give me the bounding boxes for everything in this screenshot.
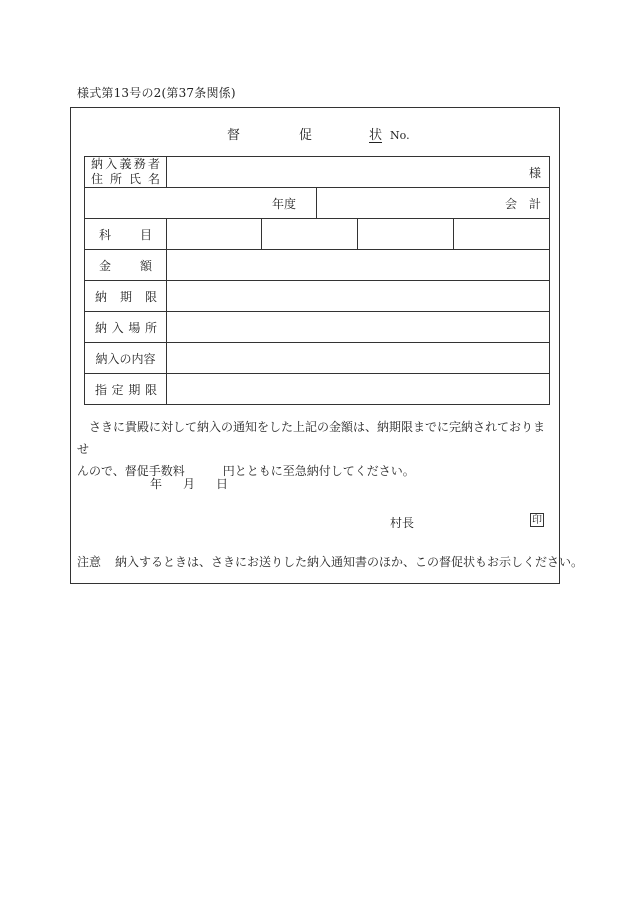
item-cell-4[interactable] — [454, 219, 550, 250]
number-label: No. — [390, 129, 410, 142]
item-cell-3[interactable] — [358, 219, 454, 250]
amount-field[interactable] — [167, 250, 550, 281]
place-label: 納 入 場 所 — [85, 312, 167, 343]
item-row — [85, 219, 550, 250]
fiscal-year-label: 年度 — [271, 196, 296, 211]
item-cell-1[interactable] — [167, 219, 262, 250]
footnote-text: 納入するときは、さきにお送りした納入通知書のほか、この督促状もお示しください。 — [115, 555, 584, 569]
fiscal-row — [85, 188, 550, 219]
payer-row — [85, 157, 550, 188]
item-cell-2[interactable] — [262, 219, 358, 250]
item-label: 科 目 — [85, 219, 167, 250]
footnote-head: 注意 — [77, 555, 102, 569]
form-table — [84, 156, 553, 405]
form-number-caption: 様式第13号の2(第37条関係) — [77, 86, 236, 100]
notice-line-2: んので、督促手数料 円とともに至急納付してください。 — [77, 464, 415, 478]
amount-row — [85, 250, 550, 281]
place-field[interactable] — [167, 312, 550, 343]
date-day: 日 — [216, 477, 229, 491]
date-month: 月 — [183, 477, 196, 491]
seal-mark: 印 — [532, 515, 542, 526]
notice-text — [77, 416, 557, 482]
notice-line-1: さきに貴殿に対して納入の通知をした上記の金額は、納期限までに完納されておりませ — [77, 420, 546, 456]
payer-field[interactable] — [167, 157, 550, 188]
deadline-field[interactable] — [167, 374, 550, 405]
form-title — [227, 124, 410, 143]
content-row — [85, 343, 550, 374]
due-label: 納 期 限 — [85, 281, 167, 312]
deadline-row — [85, 374, 550, 405]
content-label: 納入の内容 — [85, 343, 167, 374]
honorific: 様 — [528, 165, 541, 180]
account-label: 会計 — [504, 196, 553, 211]
place-row — [85, 312, 550, 343]
title-char-1: 督 促 状 — [227, 128, 383, 143]
account-field[interactable] — [317, 188, 553, 219]
issue-date — [150, 475, 249, 492]
footnote — [77, 553, 583, 570]
content-field[interactable] — [167, 343, 550, 374]
payer-label: 納 入 義 務 者 住 所 氏 名 — [85, 157, 167, 188]
deadline-label: 指 定 期 限 — [85, 374, 167, 405]
due-field[interactable] — [167, 281, 550, 312]
date-year: 年 — [150, 477, 163, 491]
amount-label: 金 額 — [85, 250, 167, 281]
fiscal-year-field[interactable] — [85, 188, 317, 219]
signer-title: 村長 — [390, 516, 415, 530]
due-row — [85, 281, 550, 312]
